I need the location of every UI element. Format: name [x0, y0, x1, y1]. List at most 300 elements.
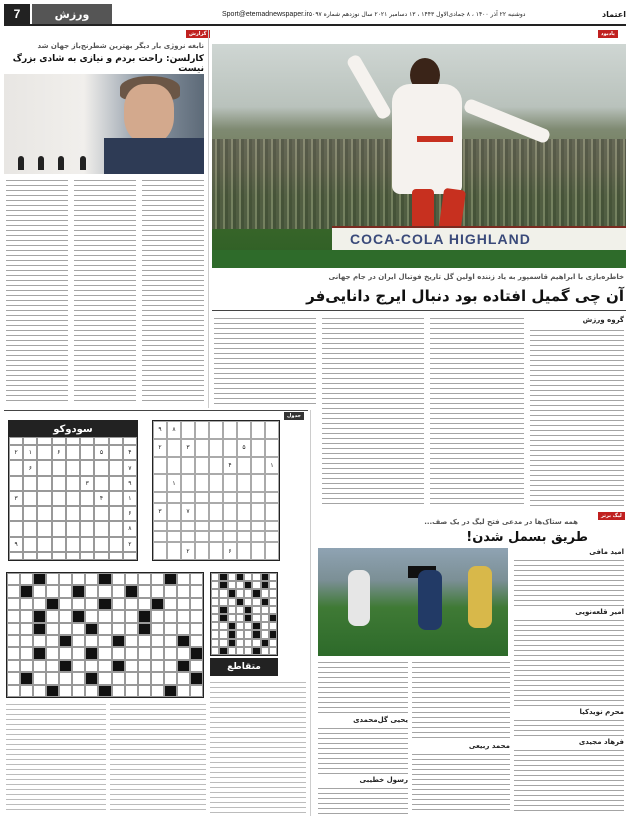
sudoku-cell[interactable]: [9, 521, 23, 536]
sudoku-cell[interactable]: ۳: [80, 476, 94, 491]
crossword-cell[interactable]: [33, 598, 46, 610]
mini-crossword-cell[interactable]: [219, 647, 227, 655]
sudoku-2-cell[interactable]: [251, 457, 265, 475]
mini-crossword-cell[interactable]: [252, 606, 260, 614]
crossword-cell[interactable]: [112, 585, 125, 597]
mini-crossword-cell[interactable]: [228, 598, 236, 606]
sudoku-cell[interactable]: [52, 491, 66, 506]
mini-crossword-cell[interactable]: [236, 639, 244, 647]
sudoku-cell[interactable]: [37, 552, 51, 560]
mini-crossword-cell[interactable]: [261, 606, 269, 614]
sudoku-cell[interactable]: [23, 552, 37, 560]
sudoku-2-cell[interactable]: [167, 542, 181, 560]
sudoku-cell[interactable]: [37, 521, 51, 536]
crossword-cell[interactable]: [20, 623, 33, 635]
sudoku-cell[interactable]: [23, 521, 37, 536]
mini-crossword-cell[interactable]: [252, 647, 260, 655]
sudoku-cell[interactable]: [94, 521, 108, 536]
sudoku-2-cell[interactable]: [237, 421, 251, 439]
crossword-cell[interactable]: [138, 610, 151, 622]
crossword-cell[interactable]: [59, 685, 72, 697]
crossword-cell[interactable]: [125, 610, 138, 622]
sudoku-cell[interactable]: ۵: [94, 445, 108, 460]
mini-crossword-cell[interactable]: [228, 639, 236, 647]
sudoku-2-cell[interactable]: [251, 492, 265, 503]
crossword-cell[interactable]: [20, 585, 33, 597]
crossword-cell[interactable]: [46, 573, 59, 585]
crossword-cell[interactable]: [112, 672, 125, 684]
crossword-cell[interactable]: [20, 647, 33, 659]
sudoku-cell[interactable]: [80, 437, 94, 445]
crossword-cell[interactable]: [72, 635, 85, 647]
sudoku-cell[interactable]: [94, 537, 108, 552]
crossword-cell[interactable]: [7, 672, 20, 684]
mini-crossword-cell[interactable]: [269, 589, 277, 597]
crossword-cell[interactable]: [190, 598, 203, 610]
crossword-cell[interactable]: [151, 685, 164, 697]
sudoku-2-cell[interactable]: [181, 492, 195, 503]
mini-crossword-cell[interactable]: [228, 622, 236, 630]
crossword-cell[interactable]: [85, 598, 98, 610]
crossword-cell[interactable]: [46, 635, 59, 647]
crossword-cell[interactable]: [125, 672, 138, 684]
sudoku-2-cell[interactable]: [251, 542, 265, 560]
crossword-cell[interactable]: [138, 598, 151, 610]
mini-crossword-cell[interactable]: [252, 589, 260, 597]
sudoku-2-cell[interactable]: [223, 421, 237, 439]
mini-crossword-cell[interactable]: [261, 647, 269, 655]
sudoku-2-cell[interactable]: [181, 421, 195, 439]
sudoku-2-cell[interactable]: ۶: [223, 542, 237, 560]
crossword-cell[interactable]: [85, 672, 98, 684]
sudoku-2-cell[interactable]: [195, 474, 209, 492]
mini-crossword-cell[interactable]: [269, 622, 277, 630]
sudoku-cell[interactable]: [66, 437, 80, 445]
crossword-cell[interactable]: [177, 573, 190, 585]
mini-crossword-cell[interactable]: [236, 614, 244, 622]
mini-crossword-cell[interactable]: [269, 614, 277, 622]
sudoku-cell[interactable]: ۶: [123, 506, 137, 521]
crossword-cell[interactable]: [151, 635, 164, 647]
sudoku-cell[interactable]: [66, 537, 80, 552]
sudoku-2-cell[interactable]: ۳: [181, 439, 195, 457]
sudoku-2-cell[interactable]: [167, 503, 181, 521]
sudoku-cell[interactable]: [23, 437, 37, 445]
crossword-cell[interactable]: [177, 660, 190, 672]
sudoku-2-cell[interactable]: [195, 457, 209, 475]
crossword-cell[interactable]: [72, 685, 85, 697]
mini-crossword-cell[interactable]: [219, 589, 227, 597]
mini-crossword-cell[interactable]: [211, 589, 219, 597]
sudoku-2-cell[interactable]: [223, 531, 237, 542]
mini-crossword-cell[interactable]: [211, 639, 219, 647]
crossword-cell[interactable]: [164, 672, 177, 684]
sudoku-cell[interactable]: ۹: [9, 537, 23, 552]
crossword-cell[interactable]: [72, 573, 85, 585]
crossword-cell[interactable]: [85, 635, 98, 647]
mini-crossword-cell[interactable]: [228, 573, 236, 581]
sudoku-cell[interactable]: ۴: [94, 491, 108, 506]
crossword-cell[interactable]: [164, 647, 177, 659]
mini-crossword-cell[interactable]: [252, 630, 260, 638]
sudoku-cell[interactable]: [66, 476, 80, 491]
sudoku-2-cell[interactable]: [223, 492, 237, 503]
sudoku-2-cell[interactable]: ۱: [167, 474, 181, 492]
sudoku-2-cell[interactable]: ۷: [181, 503, 195, 521]
crossword-cell[interactable]: [138, 647, 151, 659]
sudoku-grid-2[interactable]: [152, 420, 280, 561]
mini-crossword-cell[interactable]: [219, 622, 227, 630]
sudoku-cell[interactable]: ۱: [23, 445, 37, 460]
crossword-cell[interactable]: [33, 610, 46, 622]
sudoku-cell[interactable]: [80, 537, 94, 552]
sudoku-cell[interactable]: [109, 445, 123, 460]
mini-crossword-cell[interactable]: [219, 573, 227, 581]
sudoku-2-cell[interactable]: [209, 474, 223, 492]
sudoku-2-cell[interactable]: [181, 521, 195, 532]
mini-crossword-cell[interactable]: [236, 647, 244, 655]
crossword-cell[interactable]: [7, 598, 20, 610]
mini-crossword-cell[interactable]: [261, 598, 269, 606]
crossword-cell[interactable]: [33, 672, 46, 684]
mini-crossword-cell[interactable]: [244, 630, 252, 638]
crossword-cell[interactable]: [125, 635, 138, 647]
crossword-cell[interactable]: [164, 585, 177, 597]
crossword-cell[interactable]: [190, 623, 203, 635]
sudoku-2-cell[interactable]: [195, 531, 209, 542]
sudoku-cell[interactable]: [9, 460, 23, 475]
mini-crossword-cell[interactable]: [211, 630, 219, 638]
sudoku-cell[interactable]: [109, 437, 123, 445]
sudoku-cell[interactable]: [109, 491, 123, 506]
crossword-cell[interactable]: [59, 598, 72, 610]
crossword-cell[interactable]: [138, 623, 151, 635]
crossword-cell[interactable]: [164, 598, 177, 610]
sudoku-cell[interactable]: [94, 476, 108, 491]
crossword-cell[interactable]: [190, 672, 203, 684]
crossword-cell[interactable]: [72, 585, 85, 597]
crossword-cell[interactable]: [7, 635, 20, 647]
crossword-cell[interactable]: [20, 635, 33, 647]
crossword-cell[interactable]: [177, 585, 190, 597]
crossword-cell[interactable]: [59, 610, 72, 622]
sudoku-2-cell[interactable]: [251, 474, 265, 492]
sudoku-2-cell[interactable]: [223, 474, 237, 492]
mini-crossword-cell[interactable]: [228, 630, 236, 638]
sudoku-cell[interactable]: ۲: [9, 445, 23, 460]
sudoku-cell[interactable]: [66, 445, 80, 460]
sudoku-2-cell[interactable]: [181, 457, 195, 475]
crossword-cell[interactable]: [112, 623, 125, 635]
mini-crossword-cell[interactable]: [252, 622, 260, 630]
sudoku-2-cell[interactable]: [237, 474, 251, 492]
sudoku-2-cell[interactable]: [181, 531, 195, 542]
sudoku-2-cell[interactable]: [153, 521, 167, 532]
crossword-cell[interactable]: [72, 647, 85, 659]
mini-crossword-cell[interactable]: [261, 622, 269, 630]
sudoku-2-cell[interactable]: [195, 542, 209, 560]
crossword-cell[interactable]: [177, 672, 190, 684]
crossword-cell[interactable]: [112, 610, 125, 622]
mini-crossword-cell[interactable]: [236, 589, 244, 597]
sudoku-2-cell[interactable]: [251, 531, 265, 542]
mini-crossword-cell[interactable]: [252, 573, 260, 581]
sudoku-2-cell[interactable]: [153, 531, 167, 542]
crossword-cell[interactable]: [112, 647, 125, 659]
sudoku-cell[interactable]: [52, 460, 66, 475]
mini-crossword-cell[interactable]: [236, 573, 244, 581]
crossword-cell[interactable]: [20, 610, 33, 622]
sudoku-cell[interactable]: ۳: [9, 491, 23, 506]
crossword-cell[interactable]: [164, 573, 177, 585]
sudoku-cell[interactable]: [37, 506, 51, 521]
crossword-cell[interactable]: [7, 573, 20, 585]
mini-crossword-cell[interactable]: [252, 639, 260, 647]
sudoku-cell[interactable]: [23, 491, 37, 506]
crossword-cell[interactable]: [72, 660, 85, 672]
sudoku-2-cell[interactable]: [167, 492, 181, 503]
mini-crossword-cell[interactable]: [236, 598, 244, 606]
crossword-cell[interactable]: [98, 660, 111, 672]
sudoku-cell[interactable]: [52, 506, 66, 521]
sudoku-cell[interactable]: [23, 537, 37, 552]
crossword-cell[interactable]: [46, 598, 59, 610]
sudoku-cell[interactable]: [9, 506, 23, 521]
crossword-cell[interactable]: [59, 573, 72, 585]
mini-crossword-cell[interactable]: [219, 598, 227, 606]
mini-crossword-cell[interactable]: [252, 581, 260, 589]
sudoku-2-cell[interactable]: [251, 503, 265, 521]
crossword-cell[interactable]: [177, 598, 190, 610]
mini-crossword-cell[interactable]: [269, 630, 277, 638]
mini-crossword-cell[interactable]: [244, 647, 252, 655]
sudoku-2-cell[interactable]: [265, 521, 279, 532]
sudoku-cell[interactable]: [80, 521, 94, 536]
sudoku-cell[interactable]: ۶: [52, 445, 66, 460]
sudoku-2-cell[interactable]: [153, 492, 167, 503]
sudoku-cell[interactable]: [37, 476, 51, 491]
mini-crossword-cell[interactable]: [244, 622, 252, 630]
sudoku-2-cell[interactable]: [223, 503, 237, 521]
crossword-cell[interactable]: [151, 647, 164, 659]
sudoku-cell[interactable]: [52, 437, 66, 445]
crossword-cell[interactable]: [98, 685, 111, 697]
sudoku-2-cell[interactable]: [153, 457, 167, 475]
sudoku-cell[interactable]: ۶: [23, 460, 37, 475]
crossword-cell[interactable]: [7, 610, 20, 622]
sudoku-cell[interactable]: [52, 552, 66, 560]
sudoku-2-cell[interactable]: [251, 421, 265, 439]
sudoku-2-cell[interactable]: [237, 503, 251, 521]
sudoku-2-cell[interactable]: [153, 542, 167, 560]
crossword-cell[interactable]: [138, 672, 151, 684]
mini-crossword-cell[interactable]: [219, 606, 227, 614]
crossword-cell[interactable]: [98, 598, 111, 610]
mini-crossword-cell[interactable]: [219, 614, 227, 622]
crossword-cell[interactable]: [33, 635, 46, 647]
crossword-cell[interactable]: [125, 647, 138, 659]
sudoku-cell[interactable]: [52, 476, 66, 491]
crossword-cell[interactable]: [98, 573, 111, 585]
crossword-cell[interactable]: [151, 585, 164, 597]
crossword-cell[interactable]: [151, 672, 164, 684]
crossword-cell[interactable]: [85, 660, 98, 672]
crossword-cell[interactable]: [125, 598, 138, 610]
sudoku-cell[interactable]: ۹: [123, 476, 137, 491]
sudoku-2-cell[interactable]: [209, 439, 223, 457]
crossword-cell[interactable]: [190, 585, 203, 597]
mini-crossword-cell[interactable]: [244, 589, 252, 597]
sudoku-2-cell[interactable]: [209, 492, 223, 503]
crossword-cell[interactable]: [98, 635, 111, 647]
crossword-cell[interactable]: [85, 585, 98, 597]
sudoku-2-cell[interactable]: [209, 421, 223, 439]
crossword-cell[interactable]: [190, 610, 203, 622]
crossword-cell[interactable]: [59, 647, 72, 659]
sudoku-cell[interactable]: ۴: [123, 445, 137, 460]
crossword-cell[interactable]: [125, 685, 138, 697]
crossword-cell[interactable]: [138, 660, 151, 672]
sudoku-2-cell[interactable]: [167, 457, 181, 475]
crossword-cell[interactable]: [98, 647, 111, 659]
crossword-cell[interactable]: [164, 635, 177, 647]
crossword-cell[interactable]: [151, 660, 164, 672]
sudoku-cell[interactable]: [109, 552, 123, 560]
crossword-cell[interactable]: [46, 672, 59, 684]
crossword-cell[interactable]: [112, 573, 125, 585]
crossword-cell[interactable]: [59, 672, 72, 684]
crossword-grid[interactable]: [6, 572, 204, 698]
sudoku-cell[interactable]: [52, 537, 66, 552]
sudoku-2-cell[interactable]: [265, 439, 279, 457]
sudoku-cell[interactable]: [66, 460, 80, 475]
crossword-cell[interactable]: [20, 573, 33, 585]
sudoku-cell[interactable]: [23, 506, 37, 521]
sudoku-cell[interactable]: [109, 460, 123, 475]
sudoku-2-cell[interactable]: [237, 492, 251, 503]
sudoku-2-cell[interactable]: [167, 439, 181, 457]
mini-crossword-cell[interactable]: [252, 598, 260, 606]
sudoku-cell[interactable]: [94, 437, 108, 445]
sudoku-cell[interactable]: [66, 506, 80, 521]
mini-crossword-cell[interactable]: [228, 581, 236, 589]
sudoku-cell[interactable]: [37, 445, 51, 460]
crossword-cell[interactable]: [177, 685, 190, 697]
mini-crossword-cell[interactable]: [211, 614, 219, 622]
crossword-cell[interactable]: [112, 660, 125, 672]
crossword-cell[interactable]: [85, 573, 98, 585]
sudoku-2-cell[interactable]: [265, 531, 279, 542]
mini-crossword-cell[interactable]: [269, 598, 277, 606]
mini-crossword-cell[interactable]: [228, 614, 236, 622]
sudoku-2-cell[interactable]: [209, 531, 223, 542]
crossword-cell[interactable]: [164, 623, 177, 635]
crossword-cell[interactable]: [138, 585, 151, 597]
sudoku-cell[interactable]: [9, 552, 23, 560]
sudoku-2-cell[interactable]: ۱: [265, 457, 279, 475]
sudoku-2-cell[interactable]: [251, 439, 265, 457]
sudoku-2-cell[interactable]: [237, 457, 251, 475]
sudoku-cell[interactable]: [123, 552, 137, 560]
sudoku-cell[interactable]: [94, 460, 108, 475]
sudoku-2-cell[interactable]: [265, 492, 279, 503]
sudoku-2-cell[interactable]: ۲: [181, 542, 195, 560]
sudoku-2-cell[interactable]: [209, 521, 223, 532]
crossword-cell[interactable]: [59, 585, 72, 597]
sudoku-cell[interactable]: [37, 491, 51, 506]
crossword-cell[interactable]: [20, 598, 33, 610]
mini-crossword-cell[interactable]: [269, 639, 277, 647]
crossword-cell[interactable]: [164, 610, 177, 622]
sudoku-2-cell[interactable]: [223, 521, 237, 532]
sudoku-2-cell[interactable]: [223, 439, 237, 457]
crossword-cell[interactable]: [138, 635, 151, 647]
sudoku-cell[interactable]: [66, 552, 80, 560]
crossword-cell[interactable]: [46, 647, 59, 659]
sudoku-2-cell[interactable]: [251, 521, 265, 532]
crossword-cell[interactable]: [125, 585, 138, 597]
crossword-cell[interactable]: [59, 623, 72, 635]
crossword-cell[interactable]: [112, 635, 125, 647]
sudoku-2-cell[interactable]: ۲: [153, 439, 167, 457]
crossword-cell[interactable]: [98, 585, 111, 597]
crossword-cell[interactable]: [190, 660, 203, 672]
crossword-cell[interactable]: [177, 635, 190, 647]
crossword-cell[interactable]: [125, 660, 138, 672]
crossword-cell[interactable]: [46, 623, 59, 635]
sudoku-cell[interactable]: [94, 552, 108, 560]
sudoku-2-cell[interactable]: ۹: [153, 421, 167, 439]
crossword-cell[interactable]: [33, 585, 46, 597]
mini-crossword-cell[interactable]: [219, 630, 227, 638]
mini-crossword-cell[interactable]: [211, 573, 219, 581]
sudoku-cell[interactable]: ۲: [123, 537, 137, 552]
sudoku-2-cell[interactable]: [209, 457, 223, 475]
sudoku-2-cell[interactable]: [265, 474, 279, 492]
crossword-cell[interactable]: [33, 623, 46, 635]
crossword-cell[interactable]: [98, 672, 111, 684]
sudoku-2-cell[interactable]: ۵: [237, 439, 251, 457]
crossword-cell[interactable]: [33, 685, 46, 697]
crossword-cell[interactable]: [33, 660, 46, 672]
sudoku-cell[interactable]: [109, 506, 123, 521]
sudoku-2-cell[interactable]: [265, 421, 279, 439]
crossword-cell[interactable]: [151, 598, 164, 610]
sudoku-2-cell[interactable]: [237, 542, 251, 560]
crossword-cell[interactable]: [46, 585, 59, 597]
sudoku-cell[interactable]: [66, 491, 80, 506]
mini-crossword-cell[interactable]: [244, 573, 252, 581]
sudoku-cell[interactable]: [109, 537, 123, 552]
crossword-cell[interactable]: [33, 647, 46, 659]
crossword-cell[interactable]: [125, 573, 138, 585]
mini-crossword-cell[interactable]: [219, 581, 227, 589]
sudoku-cell[interactable]: ۷: [123, 460, 137, 475]
crossword-cell[interactable]: [20, 672, 33, 684]
crossword-cell[interactable]: [7, 585, 20, 597]
sudoku-cell[interactable]: [66, 521, 80, 536]
crossword-cell[interactable]: [85, 647, 98, 659]
mini-crossword-cell[interactable]: [244, 598, 252, 606]
sudoku-puzzle[interactable]: [8, 420, 138, 561]
crossword-cell[interactable]: [46, 685, 59, 697]
mini-crossword-cell[interactable]: [269, 573, 277, 581]
crossword-cell[interactable]: [33, 573, 46, 585]
sudoku-cell[interactable]: [37, 437, 51, 445]
sudoku-2-cell[interactable]: [237, 531, 251, 542]
crossword-cell[interactable]: [46, 660, 59, 672]
crossword-cell[interactable]: [20, 685, 33, 697]
